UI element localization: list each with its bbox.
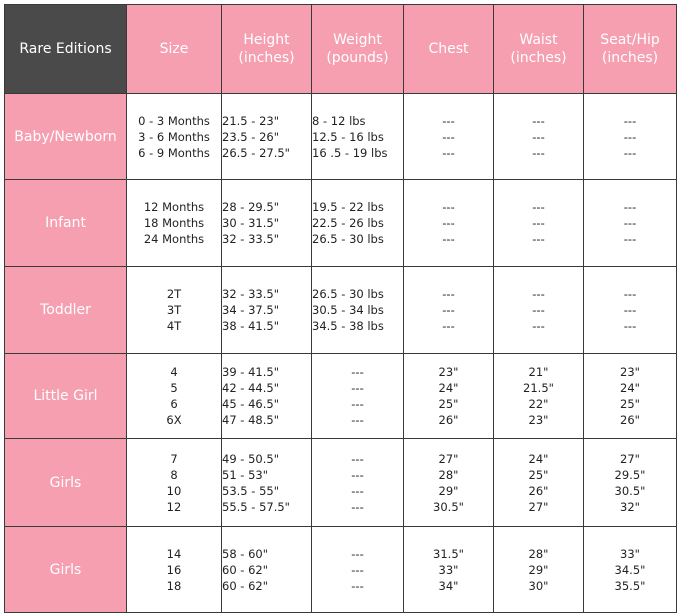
cell-line: 30.5" bbox=[614, 483, 646, 498]
height-cell bbox=[222, 439, 312, 527]
size-cell bbox=[127, 180, 222, 267]
column-header bbox=[584, 5, 677, 94]
cell-line: 23" bbox=[620, 365, 640, 379]
cell-line: 34 - 37.5" bbox=[222, 303, 279, 317]
waist-cell bbox=[494, 94, 584, 180]
cell-line: 12 Months bbox=[143, 200, 205, 214]
cell-line: 7 bbox=[170, 451, 178, 466]
header-row bbox=[5, 5, 677, 94]
size-cell bbox=[127, 94, 222, 180]
cell-line: 6 - 9 Months bbox=[138, 145, 210, 160]
category-cell: Baby/Newborn bbox=[5, 94, 127, 180]
cell-line: --- bbox=[442, 216, 455, 230]
cell-line: --- bbox=[442, 145, 455, 160]
cell-line: 38 - 41.5" bbox=[222, 319, 279, 333]
cell-line: 33" bbox=[620, 546, 640, 561]
cell-line: --- bbox=[532, 216, 545, 230]
waist-cell bbox=[494, 180, 584, 267]
seat-hip-cell bbox=[584, 439, 677, 527]
size-chart-table bbox=[4, 4, 677, 613]
cell-line: 27" bbox=[620, 451, 640, 466]
category-cell: Girls bbox=[5, 527, 127, 613]
cell-line: 4T bbox=[166, 319, 182, 333]
cell-line: 45 - 46.5" bbox=[222, 397, 279, 411]
cell-line: 49 - 50.5" bbox=[222, 451, 279, 466]
waist-cell bbox=[494, 354, 584, 439]
table-row bbox=[5, 94, 677, 180]
column-header-line: (pounds) bbox=[326, 50, 389, 66]
cell-line: --- bbox=[351, 365, 364, 379]
cell-line: --- bbox=[532, 113, 545, 128]
cell-line: 29.5" bbox=[614, 467, 646, 482]
cell-line: --- bbox=[623, 232, 637, 246]
cell-line: --- bbox=[442, 232, 455, 246]
cell-line: 23" bbox=[438, 365, 459, 379]
cell-line: 4 bbox=[170, 365, 178, 379]
cell-line: 2T bbox=[166, 287, 182, 301]
cell-line: 12 bbox=[166, 499, 182, 514]
weight-cell bbox=[312, 94, 404, 180]
weight-cell bbox=[312, 439, 404, 527]
cell-line: 26" bbox=[438, 413, 459, 427]
column-header bbox=[494, 5, 584, 94]
cell-line: --- bbox=[623, 113, 637, 128]
cell-line: --- bbox=[532, 232, 545, 246]
chest-cell bbox=[404, 267, 494, 354]
cell-line: --- bbox=[532, 129, 545, 144]
seat-hip-cell bbox=[584, 94, 677, 180]
cell-line: --- bbox=[351, 397, 364, 411]
cell-line: 24" bbox=[528, 451, 549, 466]
cell-line: 21" bbox=[528, 365, 549, 379]
cell-line: 33" bbox=[438, 562, 459, 577]
cell-line: 8 - 12 lbs bbox=[312, 113, 366, 128]
column-header-line: Height bbox=[243, 32, 290, 48]
cell-line: --- bbox=[351, 381, 364, 395]
cell-line: 12.5 - 16 lbs bbox=[312, 129, 384, 144]
height-cell bbox=[222, 94, 312, 180]
cell-line: 3 - 6 Months bbox=[138, 129, 210, 144]
cell-line: 25" bbox=[620, 397, 640, 411]
cell-line: 6X bbox=[166, 413, 182, 427]
cell-line: 8 bbox=[170, 467, 178, 482]
cell-line: 23" bbox=[528, 413, 549, 427]
cell-line: 23.5 - 26" bbox=[222, 129, 279, 144]
cell-line: 60 - 62" bbox=[222, 578, 269, 593]
cell-line: 60 - 62" bbox=[222, 562, 269, 577]
cell-line: 55.5 - 57.5" bbox=[222, 499, 290, 514]
cell-line: 24 Months bbox=[143, 232, 205, 246]
cell-line: 30" bbox=[528, 578, 549, 593]
cell-line: --- bbox=[351, 499, 364, 514]
cell-line: 30.5 - 34 lbs bbox=[312, 303, 384, 317]
cell-line: 27" bbox=[438, 451, 459, 466]
column-header bbox=[222, 5, 312, 94]
waist-cell bbox=[494, 439, 584, 527]
seat-hip-cell bbox=[584, 267, 677, 354]
cell-line: --- bbox=[532, 287, 545, 301]
chest-cell bbox=[404, 94, 494, 180]
cell-line: 53.5 - 55" bbox=[222, 483, 279, 498]
cell-line: 28 - 29.5" bbox=[222, 200, 279, 214]
cell-line: 42 - 44.5" bbox=[222, 381, 279, 395]
cell-line: 10 bbox=[166, 483, 182, 498]
category-cell: Little Girl bbox=[5, 354, 127, 439]
height-cell bbox=[222, 267, 312, 354]
category-cell: Infant bbox=[5, 180, 127, 267]
cell-line: 28" bbox=[438, 467, 459, 482]
cell-line: --- bbox=[442, 113, 455, 128]
cell-line: 34" bbox=[438, 578, 459, 593]
cell-line: --- bbox=[351, 413, 364, 427]
cell-line: 24" bbox=[620, 381, 640, 395]
cell-line: --- bbox=[623, 129, 637, 144]
cell-line: --- bbox=[442, 303, 455, 317]
cell-line: 39 - 41.5" bbox=[222, 365, 279, 379]
cell-line: --- bbox=[442, 200, 455, 214]
cell-line: 21.5" bbox=[523, 381, 554, 395]
column-header-line: Size bbox=[159, 41, 189, 57]
table-row bbox=[5, 527, 677, 613]
cell-line: 19.5 - 22 lbs bbox=[312, 200, 384, 214]
cell-line: 14 bbox=[166, 546, 182, 561]
cell-line: 3T bbox=[166, 303, 182, 317]
column-header-line: Seat/Hip bbox=[600, 32, 660, 48]
cell-line: --- bbox=[351, 451, 364, 466]
cell-line: 51 - 53" bbox=[222, 467, 269, 482]
cell-line: 34.5" bbox=[614, 562, 646, 577]
cell-line: 6 bbox=[170, 397, 178, 411]
height-cell bbox=[222, 527, 312, 613]
cell-line: --- bbox=[351, 483, 364, 498]
cell-line: --- bbox=[532, 303, 545, 317]
cell-line: --- bbox=[532, 319, 545, 333]
cell-line: 22.5 - 26 lbs bbox=[312, 216, 384, 230]
seat-hip-cell bbox=[584, 527, 677, 613]
size-cell bbox=[127, 354, 222, 439]
table-row bbox=[5, 180, 677, 267]
cell-line: 30.5" bbox=[433, 499, 464, 514]
cell-line: 22" bbox=[528, 397, 549, 411]
cell-line: 32 - 33.5" bbox=[222, 287, 279, 301]
waist-cell bbox=[494, 267, 584, 354]
cell-line: 27" bbox=[528, 499, 549, 514]
cell-line: --- bbox=[442, 287, 455, 301]
cell-line: 16 .5 - 19 lbs bbox=[312, 145, 388, 160]
weight-cell bbox=[312, 354, 404, 439]
cell-line: 21.5 - 23" bbox=[222, 113, 279, 128]
cell-line: 5 bbox=[170, 381, 178, 395]
cell-line: --- bbox=[623, 303, 637, 317]
cell-line: 32 - 33.5" bbox=[222, 232, 279, 246]
table-body bbox=[5, 94, 677, 613]
cell-line: --- bbox=[623, 287, 637, 301]
column-header-line: Weight bbox=[333, 32, 382, 48]
waist-cell bbox=[494, 527, 584, 613]
column-header-line: (inches) bbox=[238, 50, 295, 66]
column-header bbox=[312, 5, 404, 94]
cell-line: 28" bbox=[528, 546, 549, 561]
column-header bbox=[404, 5, 494, 94]
weight-cell bbox=[312, 180, 404, 267]
cell-line: --- bbox=[351, 562, 364, 577]
cell-line: --- bbox=[351, 578, 364, 593]
cell-line: 31.5" bbox=[433, 546, 464, 561]
cell-line: --- bbox=[442, 129, 455, 144]
cell-line: 32" bbox=[620, 499, 640, 514]
cell-line: 26" bbox=[528, 483, 549, 498]
size-cell bbox=[127, 527, 222, 613]
seat-hip-cell bbox=[584, 180, 677, 267]
cell-line: 25" bbox=[528, 467, 549, 482]
weight-cell bbox=[312, 527, 404, 613]
cell-line: 58 - 60" bbox=[222, 546, 269, 561]
cell-line: 47 - 48.5" bbox=[222, 413, 279, 427]
cell-line: 26.5 - 27.5" bbox=[222, 145, 290, 160]
cell-line: --- bbox=[532, 200, 545, 214]
cell-line: --- bbox=[442, 319, 455, 333]
cell-line: 29" bbox=[438, 483, 459, 498]
cell-line: 26" bbox=[620, 413, 640, 427]
size-cell bbox=[127, 267, 222, 354]
cell-line: 29" bbox=[528, 562, 549, 577]
cell-line: --- bbox=[532, 145, 545, 160]
column-header-line: (inches) bbox=[510, 50, 567, 66]
height-cell bbox=[222, 180, 312, 267]
cell-line: 18 bbox=[166, 578, 182, 593]
brand-cell: Rare Editions bbox=[5, 5, 127, 94]
cell-line: --- bbox=[623, 145, 637, 160]
cell-line: 34.5 - 38 lbs bbox=[312, 319, 384, 333]
chest-cell bbox=[404, 354, 494, 439]
cell-line: 25" bbox=[438, 397, 459, 411]
table-row bbox=[5, 439, 677, 527]
column-header bbox=[127, 5, 222, 94]
cell-line: 24" bbox=[438, 381, 459, 395]
cell-line: --- bbox=[623, 319, 637, 333]
cell-line: --- bbox=[623, 200, 637, 214]
category-cell: Toddler bbox=[5, 267, 127, 354]
category-cell: Girls bbox=[5, 439, 127, 527]
weight-cell bbox=[312, 267, 404, 354]
height-cell bbox=[222, 354, 312, 439]
cell-line: 16 bbox=[166, 562, 182, 577]
seat-hip-cell bbox=[584, 354, 677, 439]
cell-line: --- bbox=[351, 546, 364, 561]
cell-line: 35.5" bbox=[614, 578, 646, 593]
cell-line: 26.5 - 30 lbs bbox=[312, 287, 384, 301]
table-row bbox=[5, 354, 677, 439]
column-header-line: Chest bbox=[428, 41, 469, 57]
size-cell bbox=[127, 439, 222, 527]
table-row bbox=[5, 267, 677, 354]
cell-line: 30 - 31.5" bbox=[222, 216, 279, 230]
cell-line: --- bbox=[351, 467, 364, 482]
column-header-line: (inches) bbox=[601, 50, 659, 66]
chest-cell bbox=[404, 527, 494, 613]
cell-line: --- bbox=[623, 216, 637, 230]
cell-line: 26.5 - 30 lbs bbox=[312, 232, 384, 246]
column-header-line: Waist bbox=[519, 32, 558, 48]
chest-cell bbox=[404, 180, 494, 267]
cell-line: 18 Months bbox=[143, 216, 205, 230]
cell-line: 0 - 3 Months bbox=[138, 113, 210, 128]
chest-cell bbox=[404, 439, 494, 527]
